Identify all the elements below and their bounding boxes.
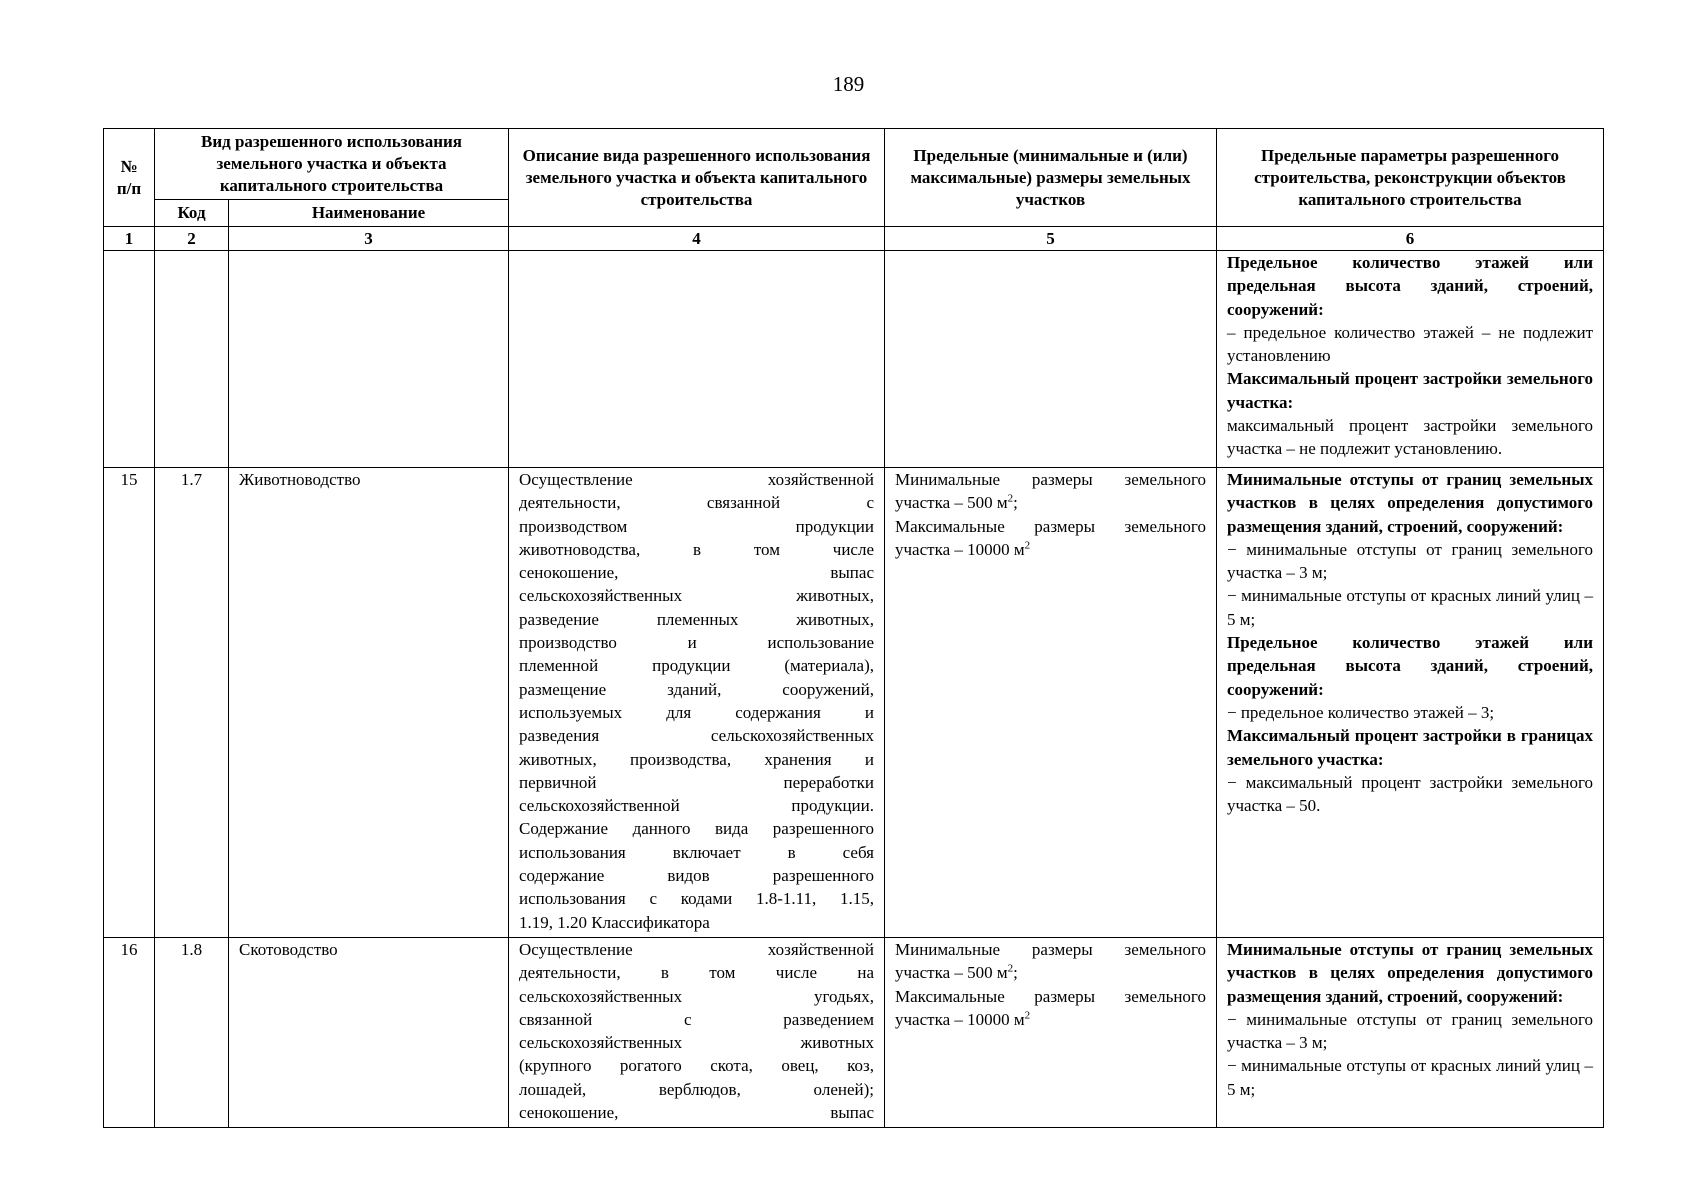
column-number: 3 [229, 227, 509, 251]
description-line: (крупного рогатого скота, овец, коз, [519, 1056, 874, 1076]
size-max: Максимальные размеры земельного участка – 10000 $м^2$ [895, 516, 1206, 559]
column-number: 1 [104, 227, 155, 251]
description-line: животноводства, в том числе [519, 539, 874, 559]
table-row [104, 468, 1604, 938]
header-use-type-group: Вид разрешенного использования земельного участка и объекта капитального строительства [155, 129, 509, 200]
description-line: сельскохозяйственных угодьях, [519, 986, 874, 1006]
description-line: лошадей, верблюдов, оленей); [519, 1079, 874, 1099]
description-line: размещение зданий, сооружений, [519, 679, 874, 699]
row-code: 1.8 [155, 938, 229, 1128]
row-name: Скотоводство [229, 938, 509, 1128]
row-construction-params [1217, 468, 1604, 938]
params-text: − минимальные отступы от границ земельного участка – 3 м; [1227, 539, 1593, 583]
regulations-table [103, 128, 1604, 1128]
row-name: Животноводство [229, 468, 509, 938]
header-code: Код [155, 200, 229, 227]
header-name: Наименование [229, 200, 509, 227]
header-plot-sizes: Предельные (минимальные и (или) максимальные) размеры земельных участков [885, 129, 1217, 227]
description-line: деятельности, в том числе на [519, 963, 874, 983]
column-number: 4 [509, 227, 885, 251]
row-description [509, 468, 885, 938]
params-heading: Максимальный процент застройки в границах земельного участка: [1227, 726, 1593, 769]
params-text: − минимальные отступы от красных линий улиц – 5 м; [1227, 1056, 1593, 1099]
params-heading: Предельное количество этажей или предельная высота зданий, строений, сооружений: [1227, 253, 1593, 319]
header-number: № п/п [104, 129, 155, 227]
description-line: 1.19, 1.20 Классификатора [519, 912, 710, 932]
header-construction-params: Предельные параметры разрешенного строительства, реконструкции объектов капитального строительства [1217, 129, 1604, 227]
description-line: сельскохозяйственных животных [519, 1033, 874, 1053]
params-text: − минимальные отступы от красных линий улиц – 5 м; [1227, 586, 1593, 629]
row-construction-params [1217, 938, 1604, 1128]
column-number: 5 [885, 227, 1217, 251]
description-line: связанной с разведением [519, 1009, 874, 1029]
description-line: племенной продукции (материала), [519, 656, 874, 676]
params-text: − максимальный процент застройки земельного участка – 50. [1227, 772, 1593, 816]
column-number-row [104, 227, 1604, 251]
description-line: использования с кодами 1.8-1.11, 1.15, [519, 889, 874, 909]
params-heading: Максимальный процент застройки земельного участка: [1227, 369, 1593, 412]
description-line: деятельности, связанной с [519, 493, 874, 513]
description-line: сельскохозяйственных животных, [519, 586, 874, 606]
description-line: сенокошение, выпас [519, 563, 874, 583]
description-line: Осуществление хозяйственной [519, 470, 874, 489]
row-plot-sizes [885, 468, 1217, 938]
description-line: разведения сельскохозяйственных [519, 726, 874, 746]
description-line: использования включает в себя [519, 842, 874, 862]
params-text: – предельное количество этажей – не подлежит установлению [1227, 322, 1593, 366]
description-line: производство и использование [519, 633, 874, 653]
column-number: 2 [155, 227, 229, 251]
description-line: Осуществление хозяйственной [519, 940, 874, 959]
size-min: Минимальные размеры земельного участка – 500 $м^2$; [895, 470, 1206, 513]
description-line: Содержание данного вида разрешенного [519, 819, 874, 839]
header-description: Описание вида разрешенного использования земельного участка и объекта капитального строительства [509, 129, 885, 227]
description-line: первичной переработки [519, 772, 874, 792]
params-text: − предельное количество этажей – 3; [1227, 702, 1495, 722]
description-line: разведение племенных животных, [519, 609, 874, 629]
size-max: Максимальные размеры земельного участка – 10000 $м^2$ [895, 986, 1206, 1029]
description-line: производством продукции [519, 516, 874, 536]
table-row-continuation [104, 251, 1604, 468]
table-row [104, 938, 1604, 1128]
params-text: − минимальные отступы от границ земельного участка – 3 м; [1227, 1009, 1593, 1053]
description-line: содержание видов разрешенного [519, 866, 874, 886]
table-header [104, 129, 1604, 251]
continuation-params [1217, 251, 1604, 468]
params-heading: Минимальные отступы от границ земельных участков в целях определения допустимого размещения зданий, строений, сооружений: [1227, 470, 1593, 536]
row-number: 15 [104, 468, 155, 938]
row-number: 16 [104, 938, 155, 1128]
description-line: сенокошение, выпас [519, 1103, 874, 1123]
params-heading: Минимальные отступы от границ земельных участков в целях определения допустимого размещения зданий, строений, сооружений: [1227, 940, 1593, 1006]
size-min: Минимальные размеры земельного участка – 500 $м^2$; [895, 940, 1206, 983]
row-code: 1.7 [155, 468, 229, 938]
description-line: используемых для содержания и [519, 702, 874, 722]
description-line: сельскохозяйственной продукции. [519, 796, 874, 816]
page-number: 189 [832, 72, 865, 96]
params-heading: Предельное количество этажей или предельная высота зданий, строений, сооружений: [1227, 633, 1593, 699]
row-plot-sizes [885, 938, 1217, 1128]
row-description [509, 938, 885, 1128]
column-number: 6 [1217, 227, 1604, 251]
description-line: животных, производства, хранения и [519, 749, 874, 769]
params-text: максимальный процент застройки земельного участка – не подлежит установлению. [1227, 416, 1593, 459]
